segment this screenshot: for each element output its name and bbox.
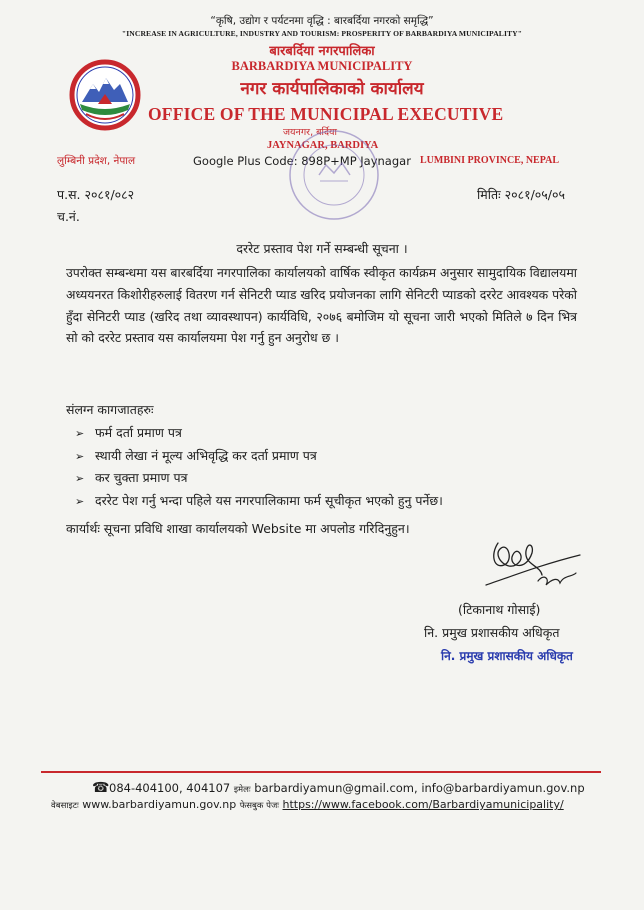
bullet-arrow-icon: ➢ (75, 472, 85, 485)
footer-facebook-link[interactable]: https://www.facebook.com/Barbardiyamunicipality/ (282, 798, 564, 811)
notice-body: उपरोक्त सम्बन्धमा यस बारबर्दिया नगरपालिका कार्यालयको वार्षिक स्वीकृत कार्यक्रम अनुसार सामुदायिक विद्यालयमा अध्ययनरत किशोरीहरुलाई वितरण गर्न सेनिटरी प्याड खरिद प्रयोजनका लागि सेनिटरी प्याडको दररेट आवश्यक परेको हुँदा सेनिटरी प्याड (खरिद तथा व्यावस्थापन) कार्यविधि, २०७६ बमोजिम यो सूचना जारी भएको मितिले ७ दिन भित्र सो को दररेट प्रस्ताव यस कार्यालयमा पेश गर्नु हुन अनुरोध छ । (66, 265, 577, 346)
attachment-text: कर चुक्ता प्रमाण पत्र (95, 470, 188, 485)
attachment-item (75, 424, 182, 441)
footer-website-label: वेबसाइटः (51, 801, 79, 811)
footer-web-line (51, 798, 564, 811)
province-nepali: लुम्बिनी प्रदेश, नेपाल (57, 155, 136, 167)
handwritten-signature (480, 535, 590, 600)
motto-english: "INCREASE IN AGRICULTURE, INDUSTRY AND TOURISM: PROSPERITY OF BARBARDIYA MUNICIPALITY" (121, 29, 523, 38)
attachment-item (75, 492, 443, 509)
letter-reference-number: प.स. २०८१/०८२ (57, 187, 135, 202)
action-note: कार्यार्थः सूचना प्रविधि शाखा कार्यालयको Website मा अपलोड गरिदिनुहुन। (66, 521, 410, 536)
bullet-arrow-icon: ➢ (75, 450, 85, 463)
notice-subject: दररेट प्रस्ताव पेश गर्ने सम्बन्धी सूचना । (236, 241, 408, 256)
bullet-arrow-icon: ➢ (75, 427, 85, 440)
dispatch-number: च.नं. (57, 209, 80, 224)
motto-nepali: “कृषि, उद्योग र पर्यटनमा वृद्धि : बारबर्दिया नगरको समृद्धि” (210, 15, 434, 27)
attachments-heading: संलग्न कागजातहरुः (66, 402, 154, 417)
attachment-text: स्थायी लेखा नं मूल्य अभिवृद्धि कर दर्ता प्रमाण पत्र (95, 448, 317, 463)
municipality-name-nepali: बारबर्दिया नगरपालिका (269, 44, 375, 59)
signatory-seal-title: नि. प्रमुख प्रशासकीय अधिकृत (441, 649, 573, 663)
attachment-item (75, 447, 317, 464)
office-name-english: OFFICE OF THE MUNICIPAL EXECUTIVE (148, 104, 504, 124)
attachment-item (75, 469, 188, 486)
footer-phone: 084-404100, 404107 (109, 781, 231, 795)
footer-emails: barbardiyamun@gmail.com, info@barbardiyamun.gov.np (254, 781, 585, 795)
phone-icon: ☎ (92, 780, 110, 796)
footer-facebook-label: फेसबुक पेजः (239, 801, 279, 811)
office-stamp (284, 125, 384, 225)
address-english: JAYNAGAR, BARDIYA (267, 140, 379, 151)
attachment-text: दररेट पेश गर्नु भन्दा पहिले यस नगरपालिकामा फर्म सूचीकृत भएको हुनु पर्नेछ। (95, 493, 443, 508)
google-plus-code: Google Plus Code: 898P+MP Jaynagar (193, 154, 411, 168)
signatory-name: (टिकानाथ गोसाई) (458, 602, 541, 617)
municipal-emblem-icon (68, 58, 142, 132)
letter-date: मितिः २०८१/०५/०५ (477, 187, 565, 202)
footer-website-link[interactable]: www.barbardiyamun.gov.np (82, 798, 237, 811)
footer-contact-line (92, 780, 585, 796)
office-name-nepali: नगर कार्यपालिकाको कार्यालय (240, 79, 424, 99)
province-english: LUMBINI PROVINCE, NEPAL (420, 155, 559, 166)
bullet-arrow-icon: ➢ (75, 495, 85, 508)
footer-email-label: इमेलः (233, 785, 251, 795)
signatory-title: नि. प्रमुख प्रशासकीय अधिकृत (424, 625, 560, 640)
address-nepali: जयनगर, बर्दिया (283, 127, 338, 138)
attachment-text: फर्म दर्ता प्रमाण पत्र (95, 425, 182, 440)
municipality-name-english: BARBARDIYA MUNICIPALITY (231, 59, 413, 73)
footer-divider (41, 771, 601, 773)
